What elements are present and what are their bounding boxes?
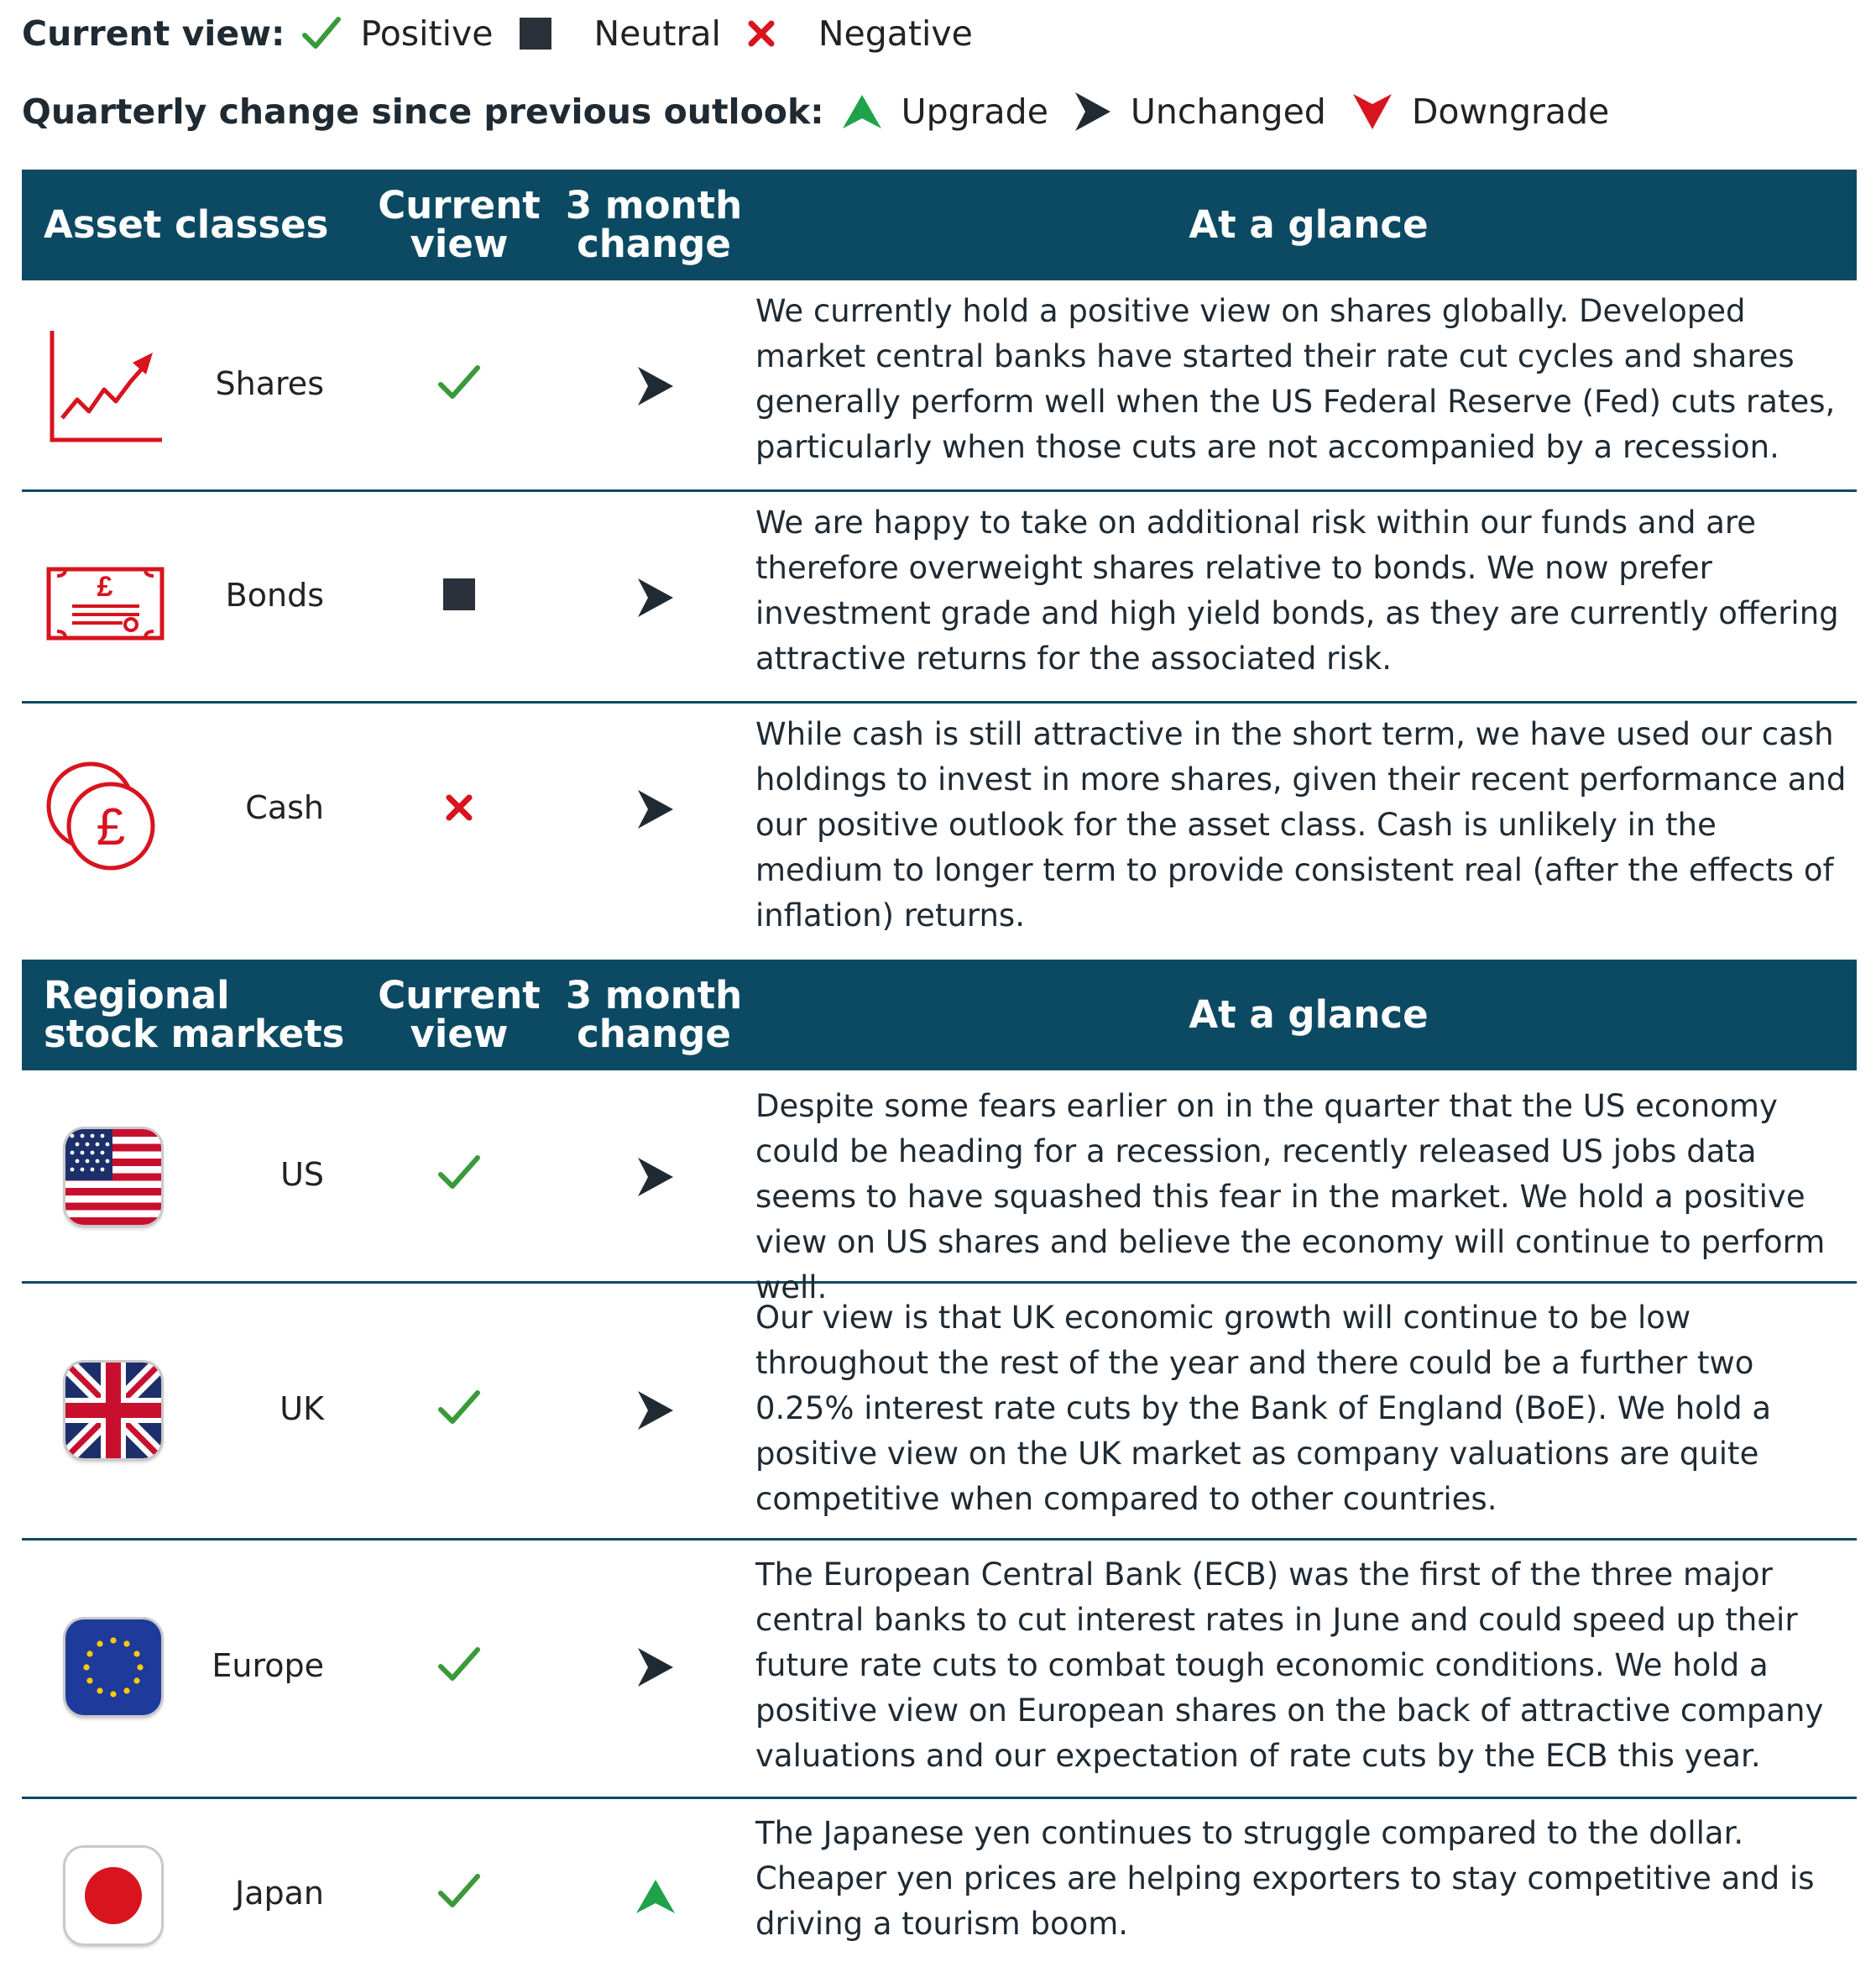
- us-flag-icon: [65, 1129, 161, 1225]
- asset-name: Shares: [215, 365, 324, 402]
- row-description: The Japanese yen continues to struggle compared to the dollar. Cheaper yen prices are helping exporters to stay competitive and is driving a tourism boom.: [755, 1815, 1815, 1942]
- unchanged-arrow-icon: [609, 1646, 702, 1688]
- row-description: The European Central Bank (ECB) was the first of the three major central banks to cut interest rates in June and could speed up their future rate cuts to combat tough economic conditions. We hold a positive view on European shares on the back of attractive company valuations and our expectation of rate cuts by the ECB this year.: [755, 1556, 1824, 1774]
- market-name: UK: [280, 1390, 324, 1427]
- cross-icon: [746, 18, 776, 49]
- market-name: US: [280, 1156, 324, 1193]
- check-icon: [301, 15, 342, 52]
- neutral-label: Neutral: [593, 13, 721, 54]
- unchanged-arrow-icon: [609, 788, 702, 830]
- table-row-uk: [22, 1284, 1857, 1541]
- neutral-square-icon: [519, 17, 552, 50]
- upgrade-arrow-icon: [841, 93, 883, 130]
- table-row-cash: [22, 704, 1857, 934]
- svg-text:£: £: [97, 571, 113, 603]
- asset-name: Bonds: [225, 577, 324, 614]
- current-view-legend-title: Current view:: [22, 13, 285, 54]
- header-regional-stock-markets: Regional stock markets: [44, 973, 345, 1056]
- check-icon: [413, 1645, 505, 1685]
- table-row-us: [22, 1070, 1857, 1305]
- neutral-square-icon: [413, 578, 505, 611]
- table-row-japan: [22, 1799, 1857, 1967]
- quarterly-change-legend: [22, 91, 1634, 133]
- header-current-view: Current view: [378, 183, 541, 266]
- japan-flag-icon: [65, 1848, 161, 1943]
- negative-label: Negative: [818, 13, 973, 54]
- header-asset-classes: Asset classes: [44, 202, 329, 247]
- unchanged-arrow-icon: [609, 1156, 702, 1198]
- table-row-bonds: [22, 492, 1857, 704]
- market-name: Japan: [235, 1875, 324, 1912]
- asset-name: Cash: [245, 789, 324, 826]
- unchanged-arrow-icon: [1074, 91, 1112, 133]
- header-3-month-change: 3 month change: [565, 973, 743, 1056]
- asset-classes-table: [22, 170, 1857, 934]
- pound-coins-icon: [40, 754, 166, 880]
- upgrade-label: Upgrade: [901, 92, 1048, 132]
- quarterly-change-legend-title: Quarterly change since previous outlook:: [22, 92, 824, 132]
- market-name: Europe: [212, 1647, 324, 1684]
- check-icon: [413, 363, 505, 403]
- eu-flag-icon: [65, 1619, 161, 1715]
- header-3-month-change: 3 month change: [565, 183, 743, 266]
- table-header: [22, 170, 1857, 280]
- svg-text:£: £: [96, 798, 126, 856]
- chart-trend-icon: [40, 322, 166, 448]
- unchanged-label: Unchanged: [1130, 92, 1326, 132]
- downgrade-label: Downgrade: [1411, 92, 1610, 132]
- bond-certificate-icon: [40, 557, 170, 650]
- table-header: [22, 960, 1857, 1070]
- header-current-view: Current view: [378, 973, 541, 1056]
- row-description: Despite some fears earlier on in the quarter that the US economy could be heading for a recession, recently released US jobs data seems to have squashed this fear in the market. We hold a positive view on US shares and believe the economy will continue to perform well.: [755, 1088, 1826, 1305]
- cross-icon: [413, 793, 505, 823]
- uk-flag-icon: [65, 1363, 161, 1458]
- upgrade-arrow-icon: [609, 1878, 702, 1915]
- positive-label: Positive: [360, 13, 494, 54]
- check-icon: [413, 1871, 505, 1912]
- row-description: We are happy to take on additional risk within our funds and are therefore overweight shares relative to bonds. We now prefer investment grade and high yield bonds, as they are currently offering attractive returns for the associated risk.: [755, 505, 1839, 677]
- regional-stock-markets-table: [22, 960, 1857, 1967]
- table-row-europe: [22, 1541, 1857, 1799]
- downgrade-arrow-icon: [1351, 92, 1393, 131]
- header-at-a-glance: At a glance: [1189, 202, 1429, 247]
- unchanged-arrow-icon: [609, 1389, 702, 1431]
- unchanged-arrow-icon: [609, 365, 702, 407]
- row-description: We currently hold a positive view on shares globally. Developed market central banks have started their rate cut cycles and shares generally perform well when the US Federal Reserve (Fed) cuts rates, particularly when those cuts are not accompanied by a recession.: [755, 293, 1836, 465]
- table-row-shares: [22, 280, 1857, 492]
- unchanged-arrow-icon: [609, 577, 702, 619]
- header-at-a-glance: At a glance: [1189, 992, 1429, 1037]
- check-icon: [413, 1388, 505, 1428]
- current-view-legend: [22, 13, 998, 54]
- check-icon: [413, 1153, 505, 1193]
- row-description: While cash is still attractive in the short term, we have used our cash holdings to invest in more shares, given their recent performance and our positive outlook for the asset class. Cash is unlikely in the medium to longer term to provide consistent real (after the effects of inflation) returns.: [755, 716, 1847, 934]
- row-description: Our view is that UK economic growth will continue to be low throughout the rest of the year and there could be a further two 0.25% interest rate cuts by the Bank of England (BoE). We hold a positive view on the UK market as company valuations are quite competitive when compared to other countries.: [755, 1300, 1771, 1517]
